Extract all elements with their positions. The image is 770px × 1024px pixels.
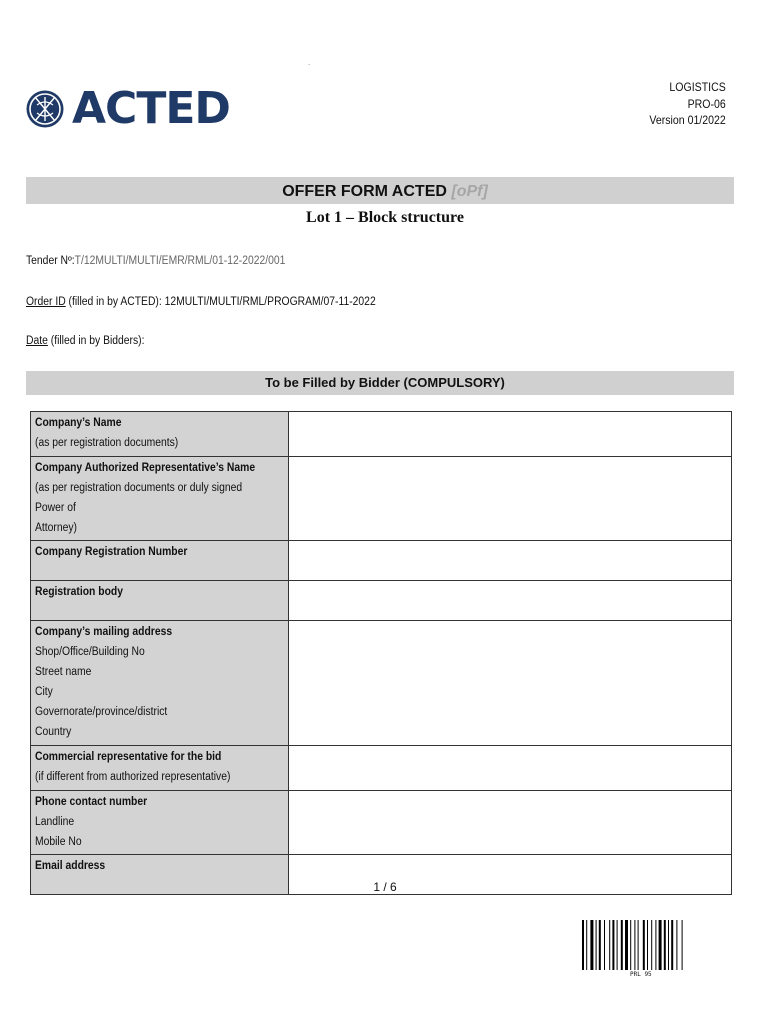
table-row [31, 581, 732, 621]
field-label: Company’s mailing address [35, 626, 173, 639]
barcode-bar [671, 920, 673, 970]
barcode-bar [647, 920, 648, 970]
field-label: Registration body [35, 586, 123, 599]
field-hint: Shop/Office/Building No [35, 646, 145, 659]
title-main: OFFER FORM ACTED [282, 183, 452, 200]
barcode-bar [625, 920, 628, 970]
barcode-bar [638, 920, 639, 970]
barcode-text: PRL 95 [630, 971, 652, 978]
field-label: Phone contact number [35, 795, 148, 808]
barcode-bar [596, 920, 597, 970]
stray-dot: . [308, 58, 311, 67]
page-subtitle: Lot 1 – Block structure [306, 209, 464, 226]
date-line [26, 335, 145, 347]
field-label-cell [31, 745, 289, 790]
barcode-bar [655, 920, 656, 970]
document-code: PRO-06 [687, 96, 726, 111]
barcode-bar [586, 920, 587, 970]
field-label-cell [31, 412, 289, 457]
barcode-bar [659, 920, 662, 970]
barcode-bar [682, 920, 683, 970]
field-label: Email address [35, 860, 106, 873]
barcode-bar [643, 920, 645, 970]
date-label: Date [26, 335, 48, 347]
date-value: (filled in by Bidders): [47, 335, 145, 347]
acted-logo-text: ACTED [72, 83, 230, 134]
field-hint: Street name [35, 666, 92, 679]
field-label-cell [31, 581, 289, 621]
barcode-bar [651, 920, 652, 970]
tender-label: Tender Nº: [26, 255, 75, 267]
barcode-bar [664, 920, 666, 970]
field-label: Company’s Name [35, 417, 122, 429]
table-row [31, 456, 732, 541]
field-label: Commercial representative for the bid [35, 750, 222, 763]
document-reference [650, 79, 726, 129]
table-row [31, 745, 732, 790]
table-row [31, 541, 732, 581]
title-code: [oPf] [451, 183, 488, 200]
order-value: (filled in by ACTED): 12MULTI/MULTI/RML/PROGRAM/07-11-2022 [65, 296, 376, 308]
barcode-bar [609, 920, 610, 970]
field-value-cell[interactable] [289, 621, 732, 745]
barcode-bar [630, 920, 631, 970]
barcode-bar [621, 920, 623, 970]
tender-number-line [26, 255, 285, 267]
barcode-bar [676, 920, 677, 970]
field-hint: (if different from authorized representative) [35, 770, 231, 783]
field-label: Company Registration Number [35, 546, 188, 559]
table-row [31, 412, 732, 457]
order-id-line [26, 296, 376, 308]
document-version: Version 01/2022 [649, 113, 726, 127]
barcode-bar [604, 920, 605, 970]
barcode-bar [617, 920, 618, 970]
field-hint: Attorney) [35, 521, 78, 534]
page-title [0, 182, 770, 202]
field-label-cell [31, 621, 289, 745]
field-label: Company Authorized Representative’s Name [35, 461, 256, 474]
field-label-cell [31, 541, 289, 581]
bidder-form-table [30, 411, 732, 895]
field-hint: City [35, 686, 53, 699]
barcode-bar [612, 920, 614, 970]
field-hint: Country [35, 725, 72, 738]
barcode-bar [634, 920, 635, 970]
field-value-cell[interactable] [289, 412, 732, 457]
order-label: Order ID [26, 296, 66, 308]
field-hint: Governorate/province/district [35, 706, 168, 719]
field-value-cell[interactable] [289, 745, 732, 790]
section-title: To be Filled by Bidder (COMPULSORY) [265, 375, 505, 390]
field-label-cell [31, 456, 289, 541]
field-hint: Landline [35, 815, 75, 828]
department-label: LOGISTICS [669, 80, 726, 94]
table-row [31, 621, 732, 745]
field-hint: (as per registration documents) [35, 436, 179, 449]
barcode-bar [668, 920, 669, 970]
field-label-cell [31, 790, 289, 855]
page-number: 1 / 6 [373, 880, 397, 894]
field-value-cell[interactable] [289, 456, 732, 541]
barcode-bar [582, 920, 584, 970]
barcode-bar [599, 920, 601, 970]
tender-value: T/12MULTI/MULTI/EMR/RML/01-12-2022/001 [74, 255, 286, 267]
barcode-icon [582, 920, 708, 970]
barcode-bar [590, 920, 593, 970]
table-row [31, 790, 732, 855]
field-hint: Mobile No [35, 835, 82, 848]
field-hint: (as per registration documents or duly signed Power of [35, 481, 243, 514]
field-value-cell[interactable] [289, 541, 732, 581]
field-value-cell[interactable] [289, 790, 732, 855]
field-value-cell[interactable] [289, 581, 732, 621]
